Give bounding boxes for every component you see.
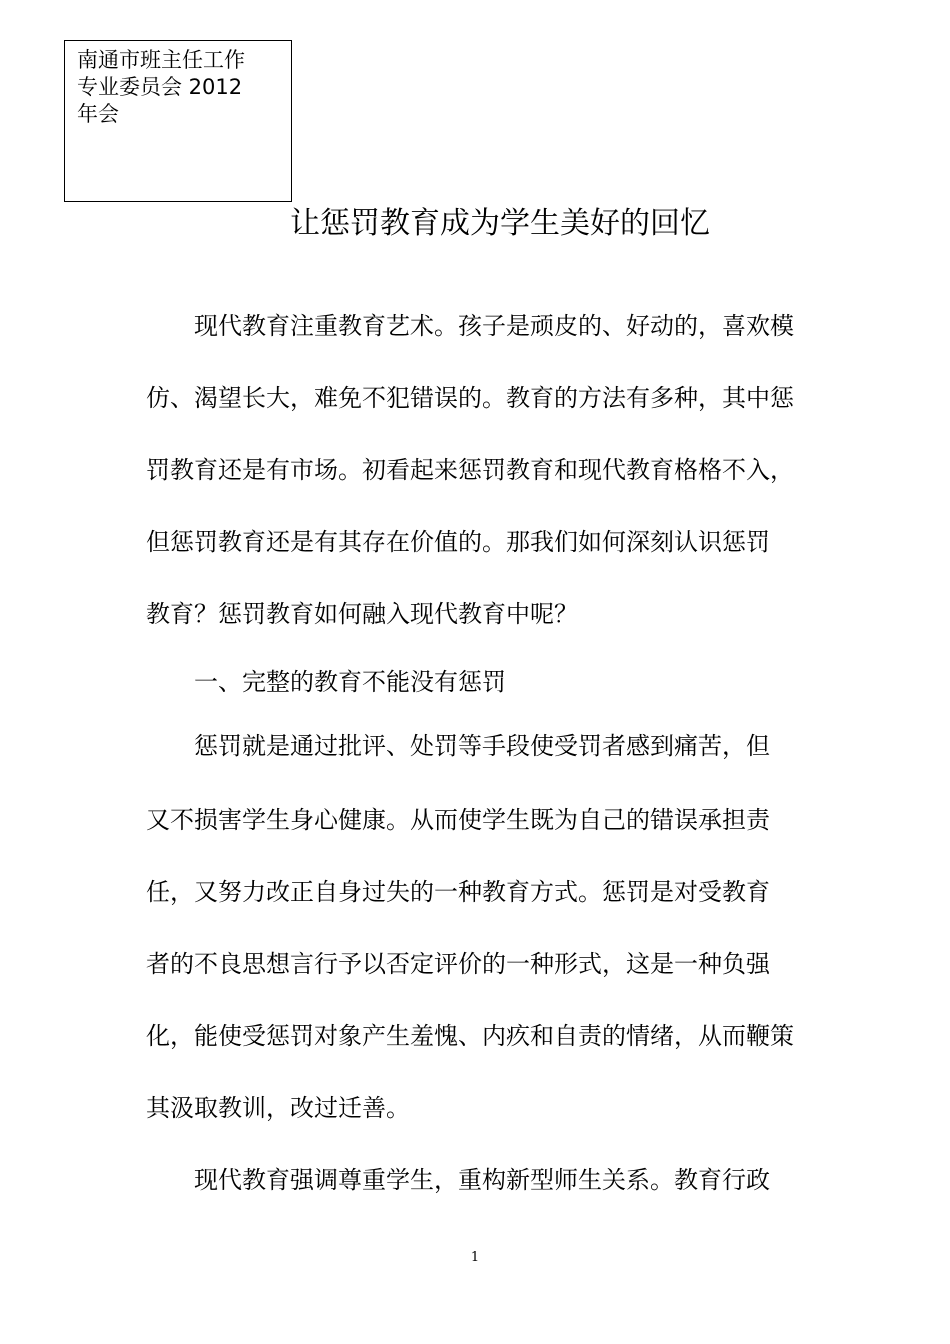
header-box (64, 40, 292, 202)
text-line: 教育？惩罚教育如何融入现代教育中呢？ (146, 600, 578, 628)
document-title: 让惩罚教育成为学生美好的回忆 (290, 206, 710, 241)
header-line: 年会 (77, 102, 119, 126)
text-line: 其汲取教训，改过迁善。 (146, 1094, 410, 1122)
text-line: 但惩罚教育还是有其存在价值的。那我们如何深刻认识惩罚 (146, 528, 770, 556)
header-line: 专业委员会 2012 (77, 75, 243, 99)
section-heading: 一、完整的教育不能没有惩罚 (146, 668, 506, 696)
text-line: 仿、渴望长大，难免不犯错误的。教育的方法有多种，其中惩 (146, 384, 794, 412)
header-line: 南通市班主任工作 (77, 48, 245, 72)
text-line: 现代教育注重教育艺术。孩子是顽皮的、好动的，喜欢模 (146, 312, 794, 340)
text-line: 者的不良思想言行予以否定评价的一种形式，这是一种负强 (146, 950, 770, 978)
text-line: 现代教育强调尊重学生，重构新型师生关系。教育行政 (146, 1166, 770, 1194)
text-line: 又不损害学生身心健康。从而使学生既为自己的错误承担责 (146, 806, 770, 834)
page-number: 1 (470, 1250, 480, 1265)
text-line: 任，又努力改正自身过失的一种教育方式。惩罚是对受教育 (146, 878, 770, 906)
text-line: 罚教育还是有市场。初看起来惩罚教育和现代教育格格不入， (146, 456, 794, 484)
text-line: 惩罚就是通过批评、处罚等手段使受罚者感到痛苦，但 (146, 732, 770, 760)
text-line: 化，能使受惩罚对象产生羞愧、内疚和自责的情绪，从而鞭策 (146, 1022, 794, 1050)
